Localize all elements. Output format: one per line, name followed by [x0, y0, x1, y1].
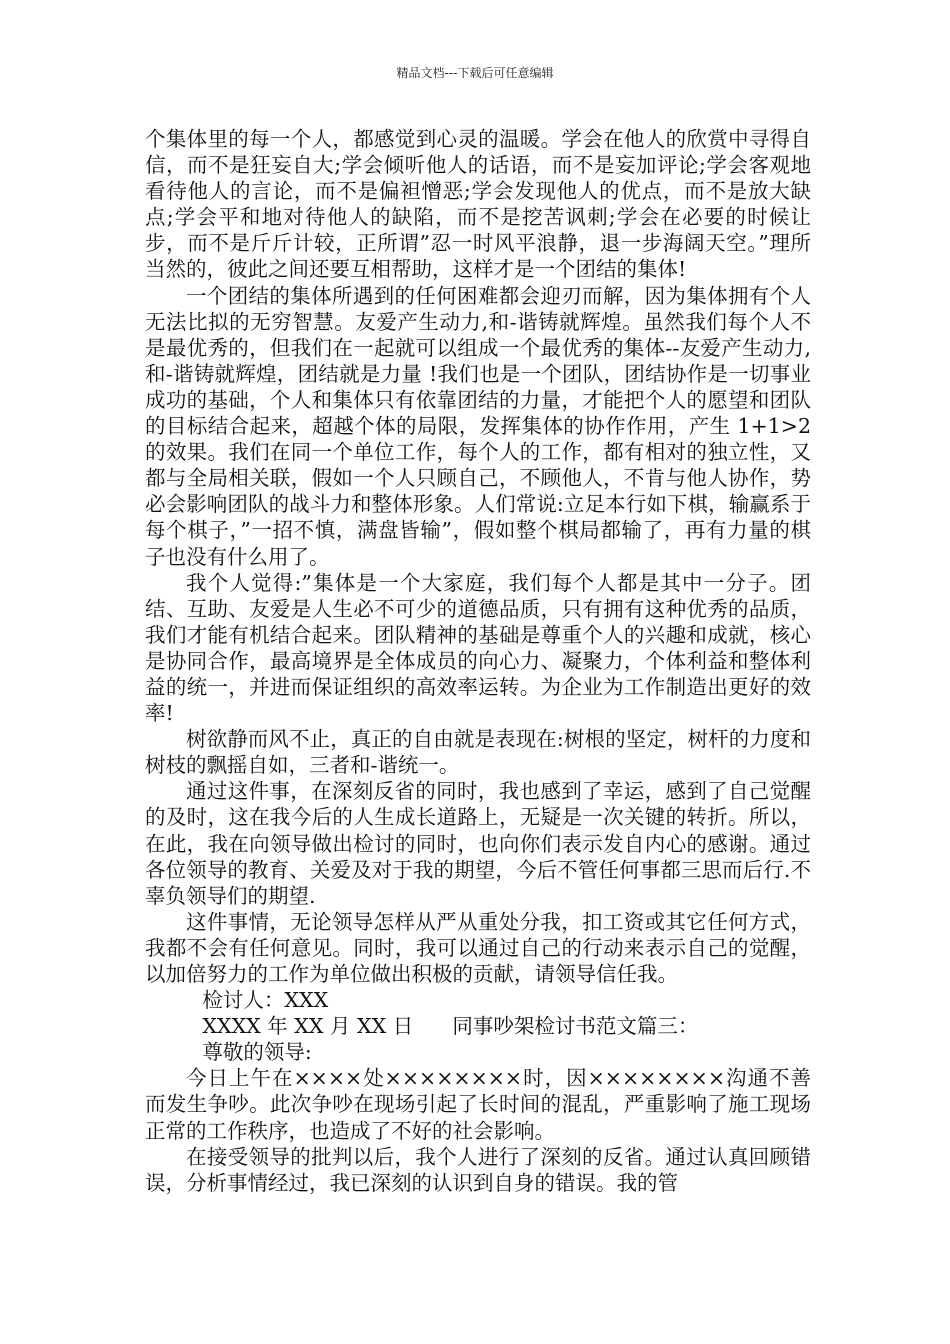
- paragraph: 这件事情，无论领导怎样从严从重处分我，扣工资或其它任何方式，我都不会有任何意见。同时，我可以通过自己的行动来表示自己的觉醒，以加倍努力的工作为单位做出积极的贡献，请领导信任我。: [145, 909, 811, 986]
- paragraph: 个集体里的每一个人，都感觉到心灵的温暖。学会在他人的欣赏中寻得自信，而不是狂妄自大;学会倾听他人的话语，而不是妄加评论;学会客观地看待他人的言论，而不是偏袒憎恶;学会发现他人的优点，而不是放大缺点;学会平和地对待他人的缺陷，而不是挖苦讽刺;学会在必要的时候让步，而不是斤斤计较，正所谓”忍一时风平浪静，退一步海阔天空。”理所当然的，彼此之间还要互相帮助，这样才是一个团结的集体!: [145, 127, 811, 282]
- paragraph: 一个团结的集体所遇到的任何困难都会迎刃而解，因为集体拥有个人无法比拟的无穷智慧。友爱产生动力,和-谐铸就辉煌。虽然我们每个人不是最优秀的，但我们在一起就可以组成一个最优秀的集体--友爱产生动力,和-谐铸就辉煌，团结就是力量 !我们也是一个团队，团结协作是一切事业成功的基础，个人和集体只有依靠团结的力量，才能把个人的愿望和团队的目标结合起来，超越个体的局限，发挥集体的协作作用，产生 1+1>2 的效果。我们在同一个单位工作，每个人的工作，都有相对的独立性，又都与全局相关联，假如一个人只顾自己，不顾他人，不肯与他人协作，势必会影响团队的战斗力和整体形象。人们常说:立足本行如下棋，输赢系于每个棋子，”一招不慎，满盘皆输”，假如整个棋局都输了，再有力量的棋子也没有什么用了。: [145, 283, 811, 569]
- paragraph: 通过这件事，在深刻反省的同时，我也感到了幸运，感到了自己觉醒的及时，这在我今后的人生成长道路上，无疑是一次关键的转折。所以，在此，我在向领导做出检讨的同时，也向你们表示发自内心的感谢。通过各位领导的教育、关爱及对于我的期望，今后不管任何事都三思而后行.不辜负领导们的期望.: [145, 779, 811, 908]
- paragraph: 树欲静而风不止，真正的自由就是表现在:树根的坚定，树杆的力度和树枝的飘摇自如，三者和-谐统一。: [145, 727, 811, 778]
- paragraph: 在接受领导的批判以后，我个人进行了深刻的反省。通过认真回顾错误，分析事情经过，我已深刻的认识到自身的错误。我的管: [145, 1144, 811, 1195]
- page-header: 精品文档---下载后可任意编辑: [396, 66, 554, 80]
- document-body: [145, 126, 811, 1196]
- signature-line: 检讨人：XXX: [202, 988, 329, 1013]
- salutation: 尊敬的领导:: [202, 1040, 312, 1065]
- paragraph: 我个人觉得:”集体是一个大家庭，我们每个人都是其中一分子。团结、互助、友爱是人生必不可少的道德品质，只有拥有这种优秀的品质，我们才能有机结合起来。团队精神的基础是尊重个人的兴趣和成就，核心是协同合作，最高境界是全体成员的向心力、凝聚力，个体利益和整体利益的统一，并进而保证组织的高效率运转。为企业为工作制造出更好的效率!: [145, 570, 811, 726]
- date-and-title-line: XXXX 年 XX 月 XX 日 同事吵架检讨书范文篇三：: [202, 1014, 699, 1039]
- paragraph: 今日上午在××××处××××××××时，因××××××××沟通不善而发生争吵。此次争吵在现场引起了长时间的混乱，严重影响了施工现场正常的工作秩序，也造成了不好的社会影响。: [145, 1066, 811, 1143]
